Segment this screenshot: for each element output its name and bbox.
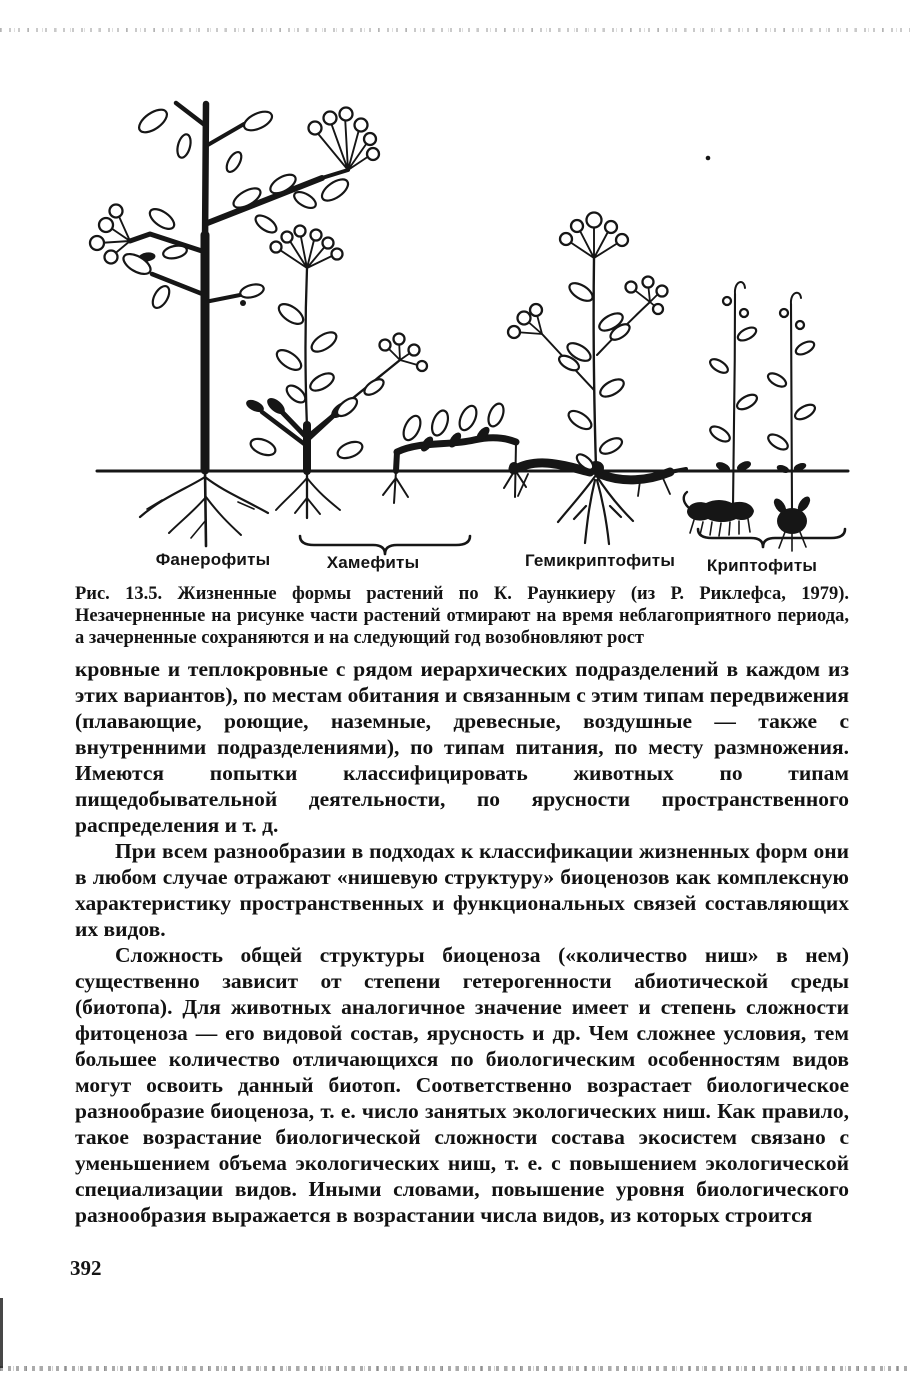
figure-13-5-illustration [0, 0, 910, 582]
scan-edge-mark [0, 1298, 3, 1368]
chamaephyte-plants [245, 226, 526, 519]
phanerophyte-plant [90, 103, 379, 546]
page-number: 392 [70, 1256, 102, 1280]
body-paragraph-1: кровные и теплокровные с рядом иерархических подразделений в каждом из этих вариантов), по местам обитания и связанным с этим типам передвижения (плавающие, роющие, наземные, древесные, воздушные — также с внутренними подразделениями), по типам питания, по месту размножения. Имеются попытки классифицировать животных по типам пищедобывательной деятельности, по ярусности пространственного распределения и т. д. [75, 657, 849, 837]
body-paragraph-3: Сложность общей структуры биоценоза («количество ниш» в нем) существенно зависит от степени гетерогенности абиотической среды (биотопа). Для животных аналогичное значение имеет и степень сложности фитоценоза — его видовой состав, ярусность и др. Чем сложнее условия, тем большее количество отличающихся по биологическим особенностям видов могут освоить данный биотоп. Соответственно возрастает биологическое разнообразие биоценоза, т. е. число занятых экологических ниш. Как правило, такое возрастание биологической сложности состава экосистем связано с уменьшением объема экологических ниш, т. е. с повышением экологической специализации видов. Иными словами, повышение уровня биологического разнообразия выражается в возрастании числа видов, из которых строится [75, 943, 849, 1227]
figure-caption: Рис. 13.5. Жизненные формы растений по К. Раункиеру (из Р. Риклефса, 1979). Незачерненные на рисунке части растений отмирают на время неблагоприятного периода, а зачерненные сохраняются и на следующий год возобновляют рост [75, 584, 849, 648]
cryptophyte-plants [684, 282, 818, 551]
figure-label-cryptophytes: Криптофиты [706, 556, 818, 575]
scan-speck [706, 156, 711, 161]
hemicryptophyte-plant [508, 213, 686, 545]
scan-noise-bottom [0, 1366, 910, 1371]
figure-13-5 [0, 0, 910, 582]
body-text-column [75, 656, 849, 1228]
brace-chamaephytes [300, 536, 470, 554]
figure-label-chamaephytes: Хамефиты [326, 553, 420, 572]
figure-label-hemicryptophytes: Гемикриптофиты [524, 551, 676, 570]
figure-label-phanerophytes: Фанерофиты [155, 550, 271, 569]
body-paragraph-2: При всем разнообразии в подходах к классификации жизненных форм они в любом случае отражают «нишевую структуру» биоценозов как комплексную характеристику пространственных и функциональных связей составляющих их видов. [75, 839, 849, 941]
